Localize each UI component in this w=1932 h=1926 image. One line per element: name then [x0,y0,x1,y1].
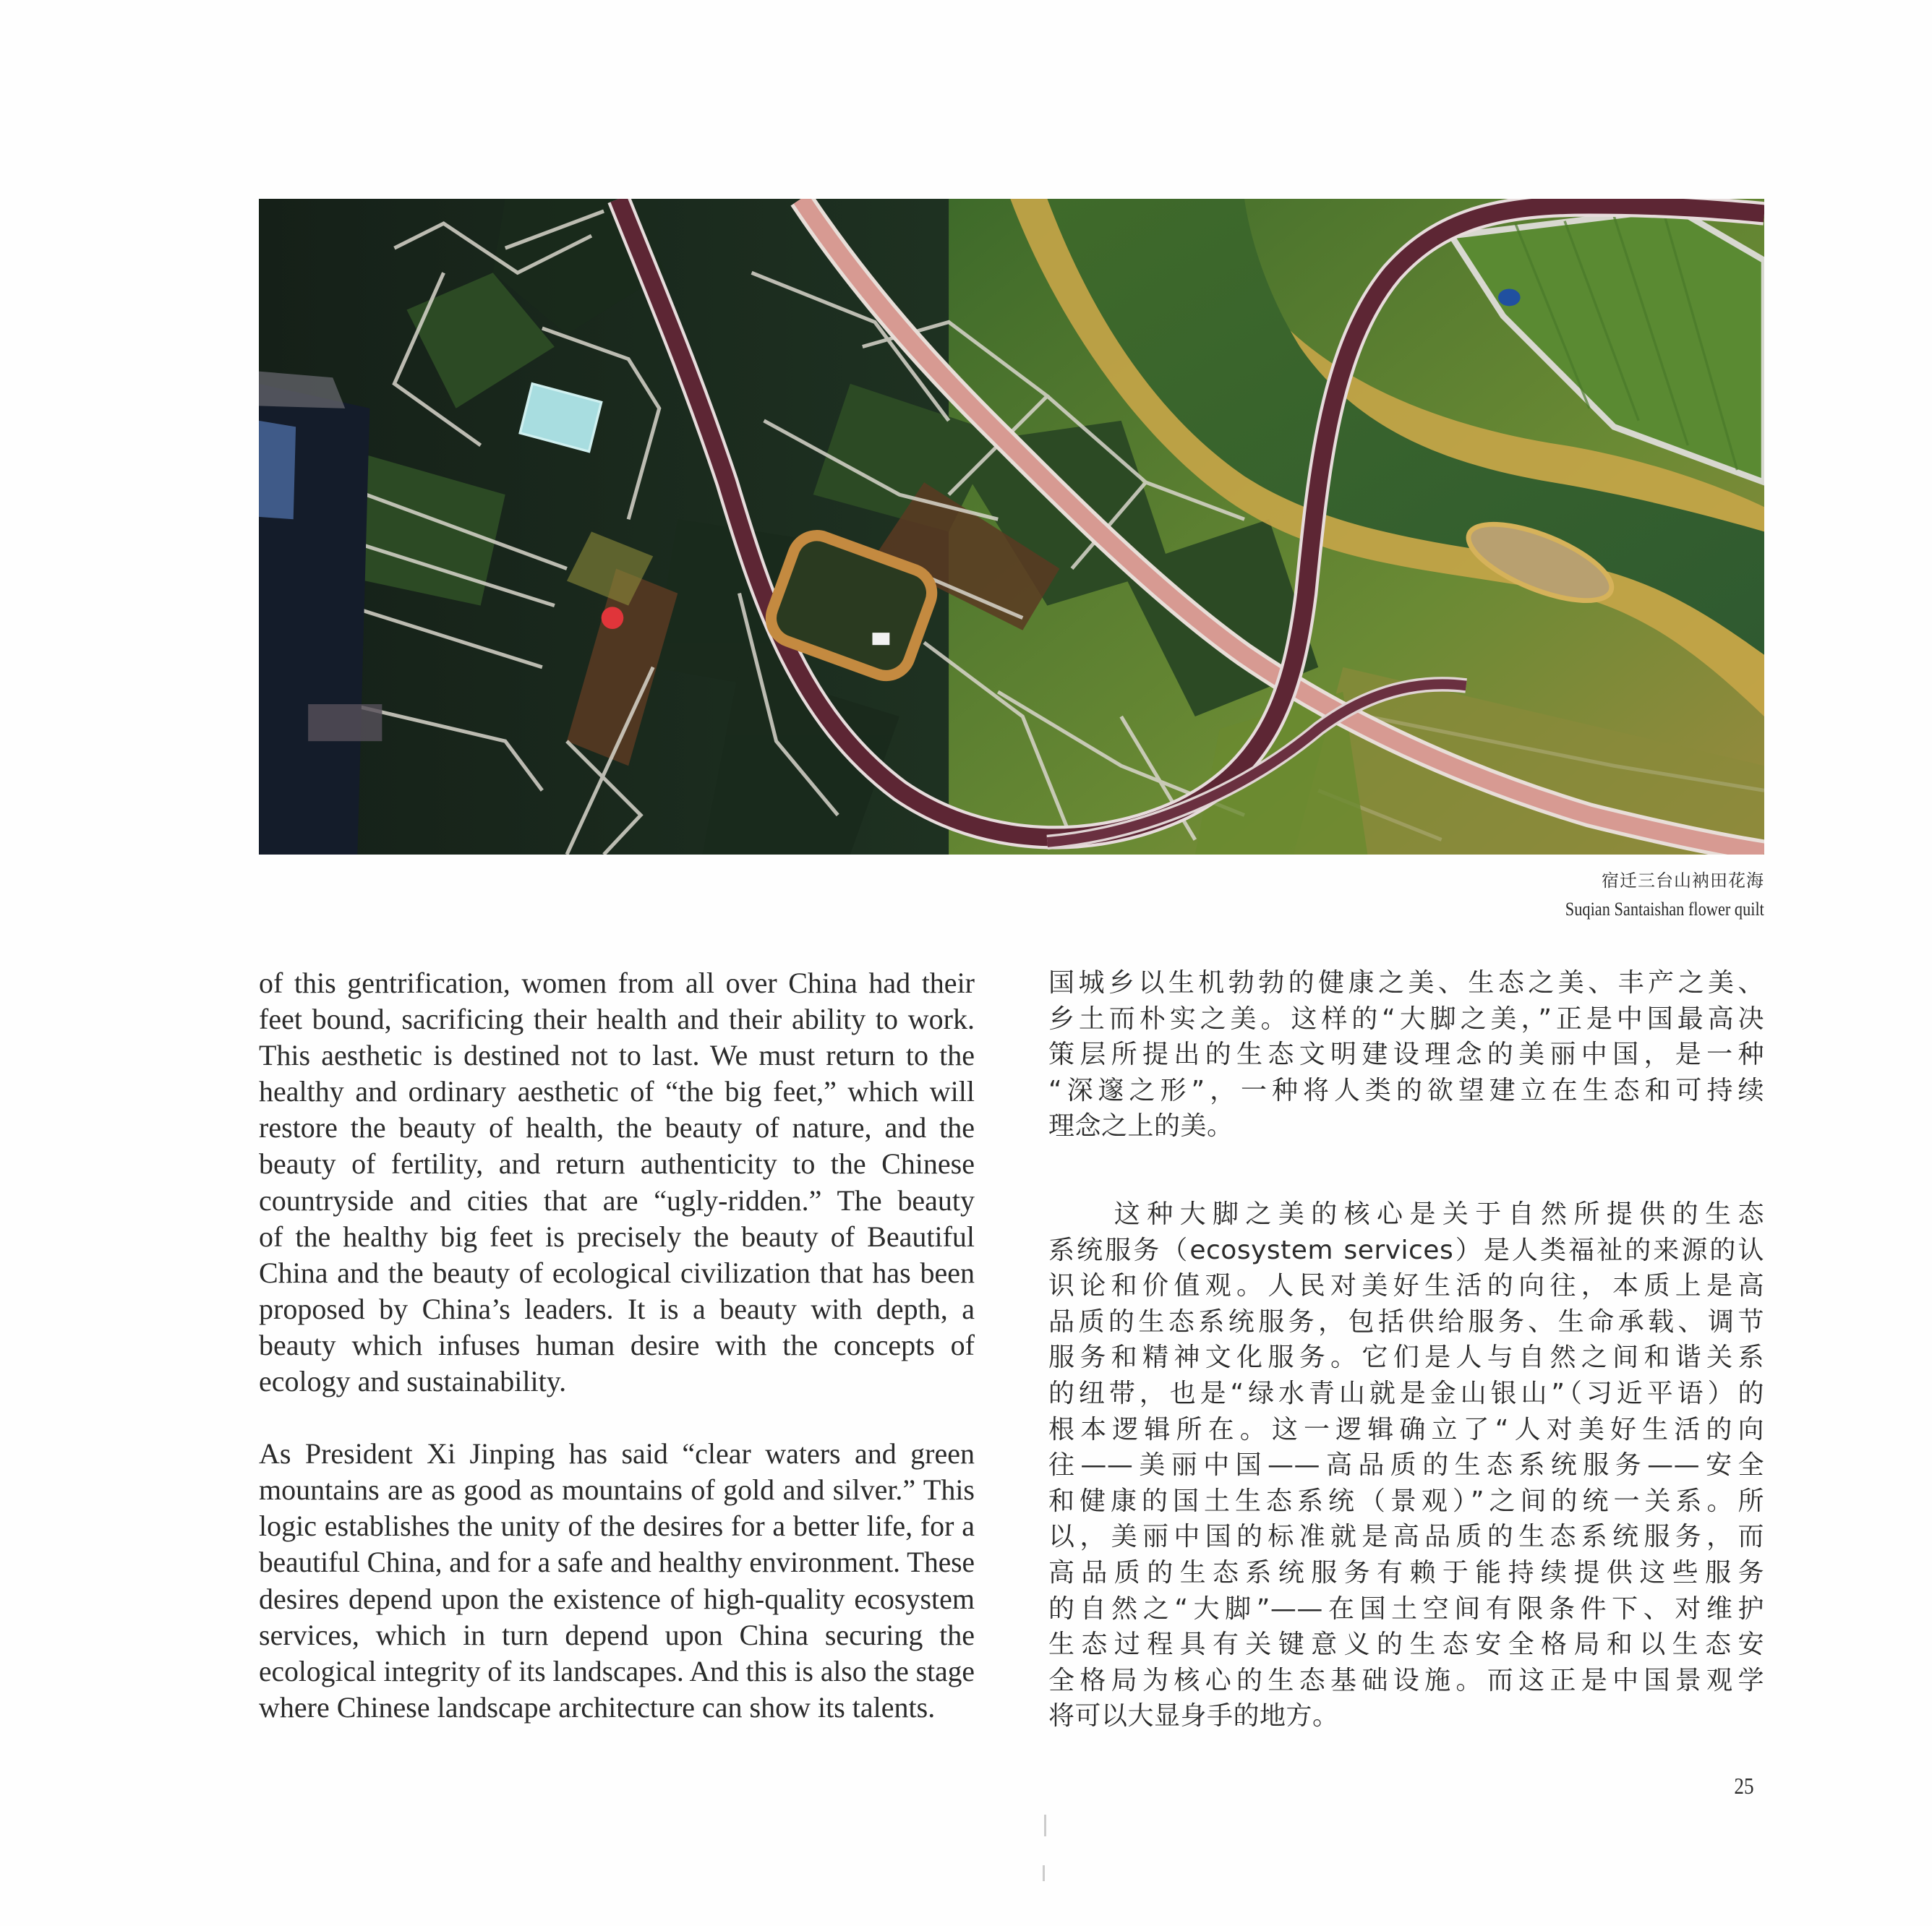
text-line: 这种大脚之美的核心是关于自然所提供的生态 [1048,1199,1764,1229]
english-paragraph-2 [259,1436,975,1726]
caption-english: Suqian Santaishan flower quilt [1565,899,1764,920]
text-line: healthy and ordinary aesthetic of “the big feet,” which will [259,1075,975,1108]
text-line: 往——美丽中国——高品质的生态系统服务——安全 [1048,1450,1764,1481]
text-line: restore the beauty of health, the beauty of nature, and the [259,1111,975,1144]
english-column [259,965,975,1726]
text-line: ecology and sustainability. [259,1365,567,1398]
chinese-paragraph-1 [1048,965,1764,1144]
text-line: This aesthetic is destined not to last. We must return to the [259,1039,975,1072]
text-line: China and the beauty of ecological civilization that has been [259,1256,975,1289]
text-line: logic establishes the unity of the desires for a better life, for a [259,1510,975,1543]
text-line: 系统服务（ecosystem services）是人类福祉的来源的认 [1048,1235,1764,1265]
text-line: desires depend upon the existence of high-quality ecosystem [259,1582,975,1615]
text-line: where Chinese landscape architecture can show its talents. [259,1690,936,1724]
aerial-photo-illustration [259,199,1764,855]
text-line: of the healthy big feet is precisely the beauty of Beautiful [259,1220,975,1253]
photo-caption [1533,866,1764,924]
text-line: services, which in turn depend upon China securing the [259,1618,975,1651]
paragraph-spacer [1048,1144,1764,1197]
text-line: mountains are as good as mountains of gold and silver.” This [259,1473,975,1507]
text-line: “深邃之形”，一种将人类的欲望建立在生态和可持续 [1048,1075,1764,1105]
page-number: 25 [1734,1773,1754,1799]
text-line: 品质的生态系统服务，包括供给服务、生命承载、调节 [1048,1306,1764,1337]
text-line: of this gentrification, women from all over China had their [259,967,975,999]
text-line: 理念之上的美。 [1048,1111,1234,1142]
aerial-photo [259,199,1764,855]
text-line: 将可以大显身手的地方。 [1048,1701,1339,1732]
text-line: ecological integrity of its landscapes. And this is also the stage [259,1654,975,1687]
text-line: 以，美丽中国的标准就是高品质的生态系统服务，而 [1048,1522,1764,1552]
text-line: proposed by China’s leaders. It is a beauty with depth, a [259,1292,975,1325]
text-line: 的自然之“大脚”——在国土空间有限条件下、对维护 [1048,1593,1764,1624]
text-line: 全格局为核心的生态基础设施。而这正是中国景观学 [1048,1665,1764,1695]
red-balloon-marker [602,607,624,629]
text-line: 服务和精神文化服务。它们是人与自然之间和谐关系 [1048,1343,1764,1373]
text-line: 国城乡以生机勃勃的健康之美、生态之美、丰产之美、 [1048,968,1764,998]
text-line: 和健康的国土生态系统（景观）”之间的统一关系。所 [1048,1486,1764,1516]
text-line: 高品质的生态系统服务有赖于能持续提供这些服务 [1048,1557,1764,1588]
text-line: 的纽带，也是“绿水青山就是金山银山”（习近平语）的 [1048,1378,1764,1408]
text-line: 策层所提出的生态文明建设理念的美丽中国，是一种 [1048,1040,1764,1070]
scan-artifact [1044,1815,1046,1836]
text-line: 根本逻辑所在。这一逻辑确立了“人对美好生活的向 [1048,1414,1764,1444]
scan-artifact [1043,1865,1045,1881]
text-line: beauty which infuses human desire with the concepts of [259,1328,975,1361]
text-line: feet bound, sacrificing their health and their ability to work. [259,1003,975,1036]
paragraph-spacer [259,1400,975,1436]
text-line: 识论和价值观。人民对美好生活的向往，本质上是高 [1048,1271,1764,1301]
english-paragraph-1 [259,965,975,1400]
text-line: countryside and cities that are “ugly-ridden.” The beauty [259,1184,975,1217]
blue-tent-marker [1498,288,1521,306]
text-line: As President Xi Jinping has said “clear waters and green [259,1437,975,1471]
caption-chinese: 宿迁三台山衲田花海 [1602,870,1764,891]
text-line: beautiful China, and for a safe and healthy environment. These [259,1546,975,1579]
text-line: 乡土而朴实之美。这样的“大脚之美，”正是中国最高决 [1048,1003,1764,1034]
chinese-column [1048,965,1764,1734]
text-line: beauty of fertility, and return authenticity to the Chinese [259,1147,975,1181]
text-line: 生态过程具有关键意义的生态安全格局和以生态安 [1048,1630,1764,1660]
chinese-paragraph-2 [1048,1197,1764,1734]
